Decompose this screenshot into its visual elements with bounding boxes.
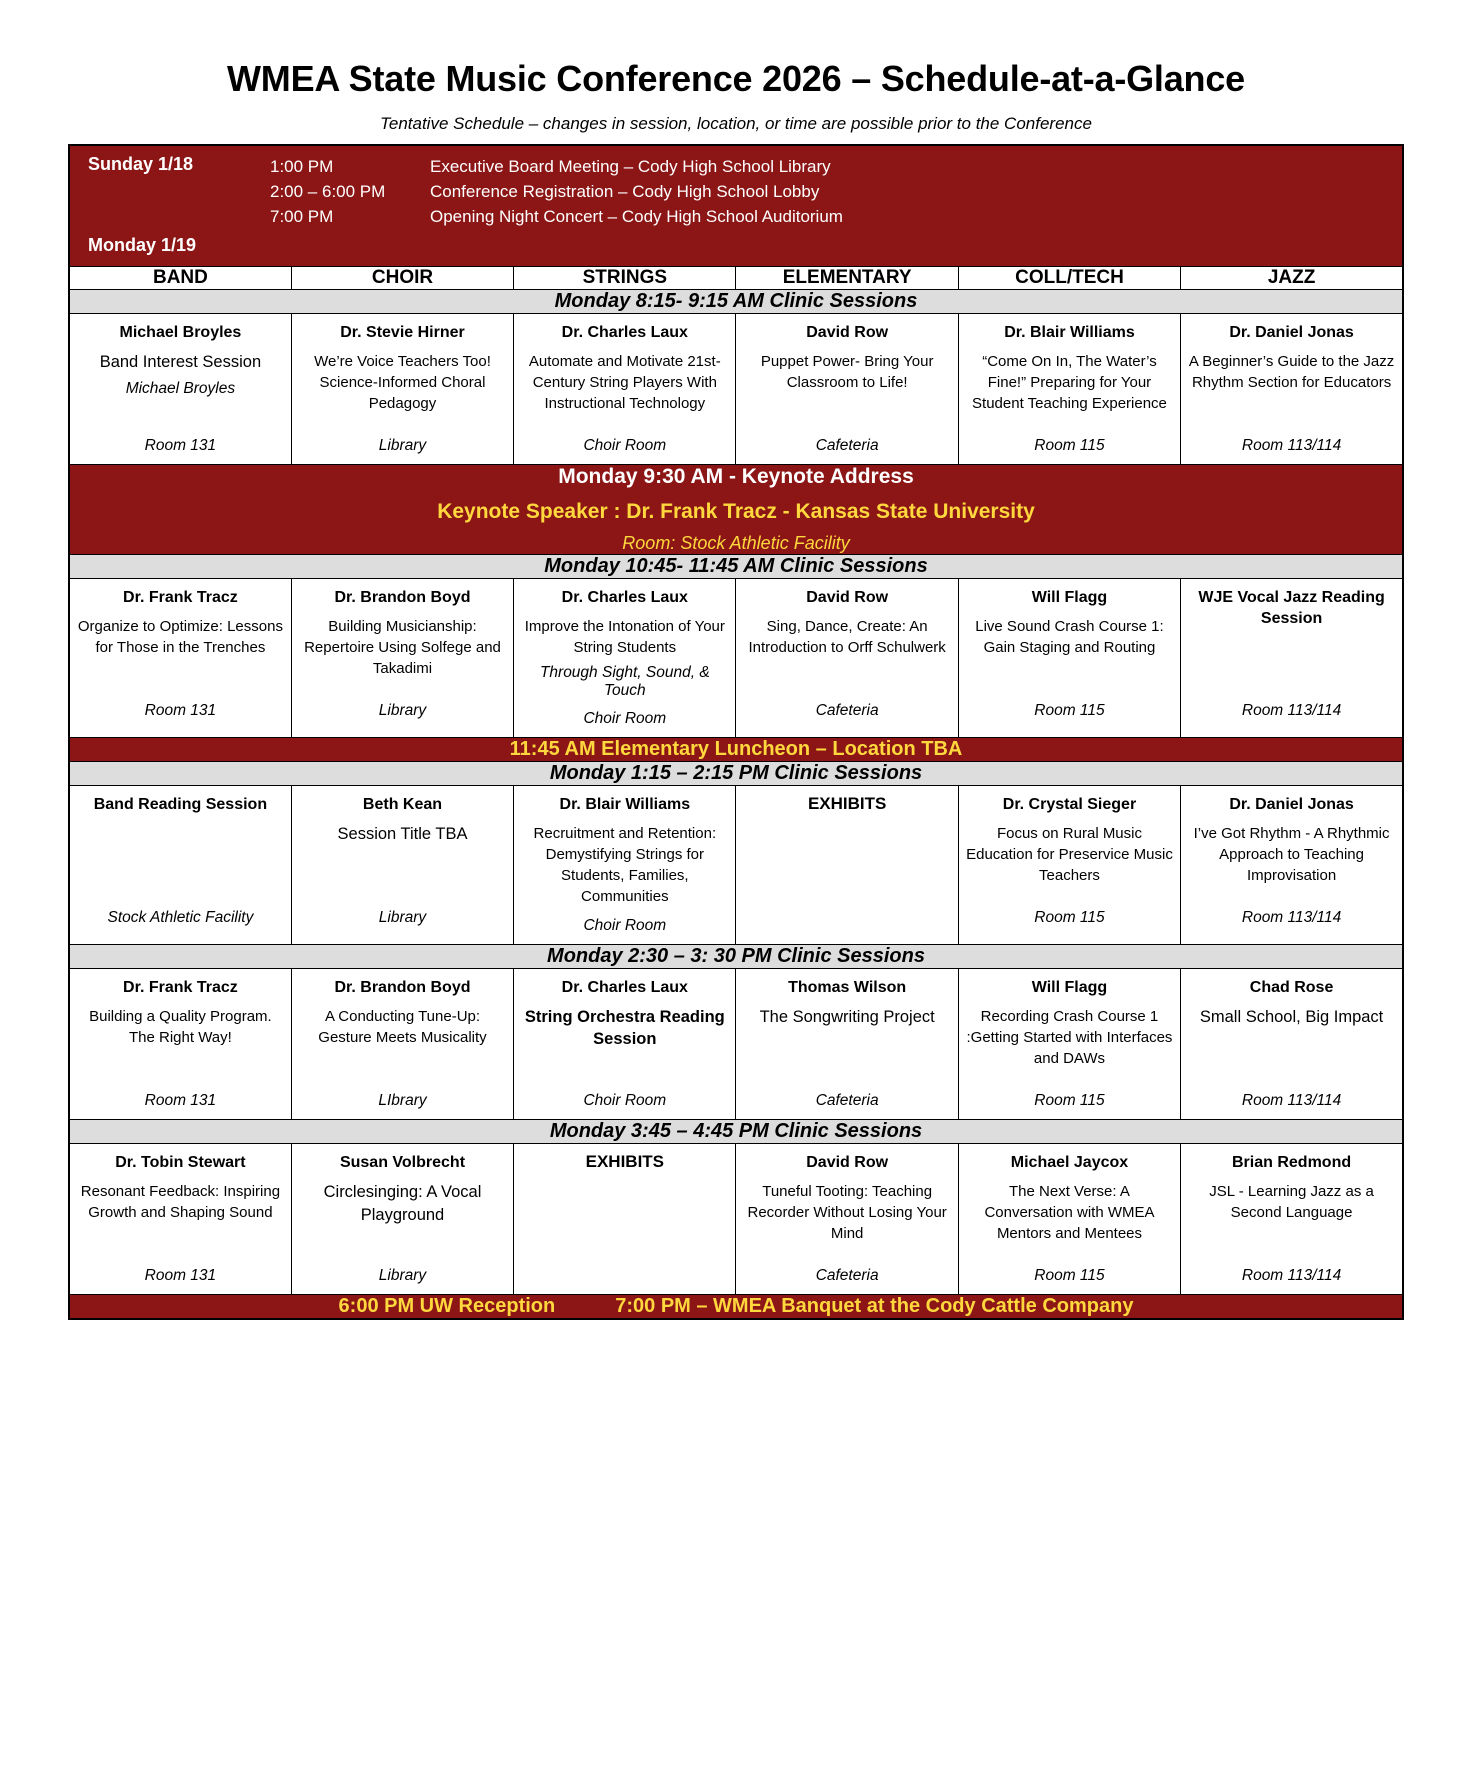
session-cell[interactable]: [69, 314, 291, 465]
session-cell[interactable]: [514, 969, 736, 1120]
session-presenter: Brian Redmond: [1232, 1154, 1352, 1171]
sunday-time: 2:00 – 6:00 PM: [270, 182, 386, 201]
session-room: Room 115: [1034, 1092, 1105, 1109]
session-presenter: Dr. Brandon Boyd: [334, 979, 471, 996]
session-title: Focus on Rural Music Education for Preservice Music Teachers: [966, 825, 1173, 884]
session-room: Cafeteria: [815, 1092, 879, 1109]
session-cell[interactable]: [958, 969, 1180, 1120]
session-title: Improve the Intonation of Your String Students: [524, 618, 725, 656]
session-cell[interactable]: [1181, 969, 1403, 1120]
session-cell-exhibits[interactable]: [514, 1144, 736, 1295]
uw-reception-label: 6:00 PM UW Reception: [338, 1295, 556, 1317]
session-presenter: Beth Kean: [362, 796, 443, 813]
schedule-table: [68, 144, 1404, 1320]
session-subtitle: Through Sight, Sound, & Touch: [539, 664, 710, 699]
session-room: Room 131: [144, 1092, 217, 1109]
schedule-body: [69, 145, 1403, 1319]
session-presenter: David Row: [806, 1154, 889, 1171]
page-title: WMEA State Music Conference 2026 – Schedule-at-a-Glance: [227, 58, 1245, 99]
session-presenter: Dr. Charles Laux: [561, 589, 688, 606]
column-header-band: BAND: [69, 267, 291, 290]
session-cell[interactable]: [1181, 786, 1403, 945]
session-title: JSL - Learning Jazz as a Second Language: [1209, 1183, 1374, 1221]
exhibits-label: EXHIBITS: [807, 794, 887, 813]
session-room: Choir Room: [583, 710, 667, 727]
session-presenter: Susan Volbrecht: [339, 1154, 466, 1171]
session-room: Library: [378, 1267, 427, 1284]
session-row: [69, 579, 1403, 738]
session-room: Cafeteria: [815, 702, 879, 719]
session-cell[interactable]: [291, 1144, 513, 1295]
session-time-bar: Monday 2:30 – 3: 30 PM Clinic Sessions: [69, 945, 1403, 969]
session-room: Room 113/114: [1241, 909, 1342, 926]
session-room: Choir Room: [583, 917, 667, 934]
session-cell[interactable]: [69, 579, 291, 738]
session-title: I’ve Got Rhythm - A Rhythmic Approach to Teaching Improvisation: [1193, 825, 1390, 884]
session-title: Circlesinging: A Vocal Playground: [323, 1183, 482, 1224]
session-presenter: Will Flagg: [1031, 979, 1108, 996]
keynote-speaker: Keynote Speaker : Dr. Frank Tracz - Kansas State University: [437, 500, 1035, 523]
session-presenter: Dr. Brandon Boyd: [334, 589, 471, 606]
session-presenter: Dr. Blair Williams: [1004, 324, 1135, 341]
sunday-row: [270, 179, 1402, 204]
column-header-elementary: ELEMENTARY: [736, 267, 958, 290]
session-title: Small School, Big Impact: [1199, 1008, 1384, 1026]
session-time-bar: Monday 1:15 – 2:15 PM Clinic Sessions: [69, 762, 1403, 786]
session-room: Room 113/114: [1241, 1267, 1342, 1284]
session-title: Sing, Dance, Create: An Introduction to Orff Schulwerk: [748, 618, 946, 656]
session-room: Room 115: [1034, 909, 1105, 926]
session-row: [69, 969, 1403, 1120]
session-time-bar: Monday 3:45 – 4:45 PM Clinic Sessions: [69, 1120, 1403, 1144]
session-presenter: David Row: [806, 589, 889, 606]
session-presenter: Chad Rose: [1249, 979, 1334, 996]
banquet-label: 7:00 PM – WMEA Banquet at the Cody Cattle Company: [615, 1295, 1134, 1317]
session-title: Automate and Motivate 21st-Century String Players With Instructional Technology: [528, 353, 721, 412]
session-room: Library: [378, 702, 427, 719]
session-presenter: Dr. Crystal Sieger: [1002, 796, 1137, 813]
session-presenter: Band Reading Session: [93, 796, 268, 813]
session-cell[interactable]: [514, 786, 736, 945]
sunday-desc: Executive Board Meeting – Cody High School Library: [430, 157, 831, 176]
sunday-row: [270, 204, 1402, 229]
session-presenter: Thomas Wilson: [788, 979, 907, 996]
keynote-block: [69, 465, 1403, 555]
session-room: Library: [378, 437, 427, 454]
session-room: Room 131: [144, 1267, 217, 1284]
session-cell[interactable]: [736, 579, 958, 738]
session-presenter: WJE Vocal Jazz Reading Session: [1198, 589, 1385, 627]
session-presenter: Michael Broyles: [119, 324, 242, 341]
sunday-day-label: Sunday 1/18: [88, 154, 194, 174]
session-title: A Conducting Tune-Up: Gesture Meets Musicality: [318, 1008, 487, 1046]
session-cell[interactable]: [69, 969, 291, 1120]
session-cell[interactable]: [1181, 314, 1403, 465]
session-title: The Next Verse: A Conversation with WMEA Mentors and Mentees: [984, 1183, 1155, 1242]
session-title: Building a Quality Program. The Right Way!: [89, 1008, 272, 1046]
session-presenter: Dr. Daniel Jonas: [1229, 796, 1354, 813]
session-cell[interactable]: [291, 314, 513, 465]
session-cell[interactable]: [291, 579, 513, 738]
session-presenter: David Row: [806, 324, 889, 341]
sunday-monday-header: [69, 145, 1403, 267]
session-cell[interactable]: [736, 314, 958, 465]
session-title: Recruitment and Retention: Demystifying Strings for Students, Families, Communities: [533, 825, 717, 905]
session-room: Room 115: [1034, 702, 1105, 719]
session-title: We’re Voice Teachers Too! Science-Informed Choral Pedagogy: [314, 353, 491, 412]
session-cell[interactable]: [291, 969, 513, 1120]
column-header-choir: CHOIR: [291, 267, 513, 290]
session-presenter: Dr. Blair Williams: [559, 796, 691, 813]
session-time-bar: Monday 8:15- 9:15 AM Clinic Sessions: [69, 290, 1403, 314]
session-presenter: Dr. Charles Laux: [561, 324, 688, 341]
session-cell[interactable]: [736, 1144, 958, 1295]
session-row: [69, 1144, 1403, 1295]
session-room: Stock Athletic Facility: [107, 909, 254, 926]
session-presenter: Dr. Frank Tracz: [123, 979, 238, 996]
column-header-row: [69, 267, 1403, 290]
column-header-coll-tech: COLL/TECH: [958, 267, 1180, 290]
session-cell[interactable]: [514, 579, 736, 738]
session-presenter: Will Flagg: [1031, 589, 1108, 606]
sunday-time: 1:00 PM: [270, 157, 334, 176]
session-room: Room 113/114: [1241, 1092, 1342, 1109]
session-cell-exhibits[interactable]: [736, 786, 958, 945]
session-room: Choir Room: [583, 437, 667, 454]
session-title: Tuneful Tooting: Teaching Recorder Without Losing Your Mind: [747, 1183, 947, 1242]
session-presenter: Dr. Daniel Jonas: [1229, 324, 1354, 341]
session-room: Room 131: [144, 702, 217, 719]
session-cell[interactable]: [736, 969, 958, 1120]
session-row: [69, 786, 1403, 945]
sunday-desc: Conference Registration – Cody High School Lobby: [430, 182, 820, 201]
session-room: Choir Room: [583, 1092, 667, 1109]
session-presenter: Dr. Tobin Stewart: [115, 1154, 246, 1171]
keynote-room: Room: Stock Athletic Facility: [622, 533, 850, 553]
session-title: Live Sound Crash Course 1: Gain Staging and Routing: [975, 618, 1164, 656]
session-room: Room 131: [144, 437, 217, 454]
session-presenter: Dr. Frank Tracz: [123, 589, 238, 606]
session-title: Building Musicianship: Repertoire Using Solfege and Takadimi: [304, 618, 501, 677]
session-title: Puppet Power- Bring Your Classroom to Life!: [760, 353, 934, 391]
session-cell[interactable]: [958, 786, 1180, 945]
session-subtitle: Michael Broyles: [125, 380, 236, 397]
session-cell[interactable]: [1181, 579, 1403, 738]
session-row: [69, 314, 1403, 465]
session-time-bar: Monday 10:45- 11:45 AM Clinic Sessions: [69, 555, 1403, 579]
session-room: Room 115: [1034, 437, 1105, 454]
session-presenter: Dr. Stevie Hirner: [340, 324, 465, 341]
evening-events-bar: [69, 1295, 1403, 1320]
keynote-time: Monday 9:30 AM - Keynote Address: [558, 465, 914, 488]
session-cell[interactable]: [69, 786, 291, 945]
session-room: Library: [378, 909, 427, 926]
session-room: Room 113/114: [1241, 437, 1342, 454]
session-title: Organize to Optimize: Lessons for Those in the Trenches: [77, 618, 283, 656]
session-title: “Come On In, The Water’s Fine!” Preparing for Your Student Teaching Experience: [972, 353, 1167, 412]
session-title: Band Interest Session: [99, 353, 262, 371]
luncheon-bar: 11:45 AM Elementary Luncheon – Location TBA: [69, 738, 1403, 762]
session-room: Room 113/114: [1241, 702, 1342, 719]
sunday-time: 7:00 PM: [270, 207, 334, 226]
session-presenter: Dr. Charles Laux: [561, 979, 688, 996]
session-cell[interactable]: [1181, 1144, 1403, 1295]
page-subtitle: Tentative Schedule – changes in session, location, or time are possible prior to the Conference: [380, 114, 1092, 133]
sunday-desc: Opening Night Concert – Cody High School Auditorium: [430, 207, 843, 226]
session-title: A Beginner’s Guide to the Jazz Rhythm Section for Educators: [1188, 353, 1395, 391]
session-cell[interactable]: [291, 786, 513, 945]
session-title: The Songwriting Project: [759, 1008, 935, 1026]
session-title: Resonant Feedback: Inspiring Growth and Shaping Sound: [80, 1183, 281, 1221]
session-cell[interactable]: [69, 1144, 291, 1295]
session-cell[interactable]: [958, 314, 1180, 465]
session-cell[interactable]: [514, 314, 736, 465]
exhibits-label: EXHIBITS: [585, 1152, 665, 1171]
session-room: Cafeteria: [815, 1267, 879, 1284]
session-title: String Orchestra Reading Session: [524, 1008, 725, 1048]
session-room: LIbrary: [378, 1092, 427, 1109]
session-cell[interactable]: [958, 1144, 1180, 1295]
session-cell[interactable]: [958, 579, 1180, 738]
column-header-jazz: JAZZ: [1181, 267, 1403, 290]
sunday-row: [270, 154, 1402, 179]
session-room: Room 115: [1034, 1267, 1105, 1284]
column-header-strings: STRINGS: [514, 267, 736, 290]
monday-day-label: Monday 1/19: [88, 235, 197, 255]
session-presenter: Michael Jaycox: [1010, 1154, 1129, 1171]
session-title: Session Title TBA: [337, 825, 468, 843]
session-title: Recording Crash Course 1 :Getting Started with Interfaces and DAWs: [966, 1008, 1173, 1067]
session-room: Cafeteria: [815, 437, 879, 454]
